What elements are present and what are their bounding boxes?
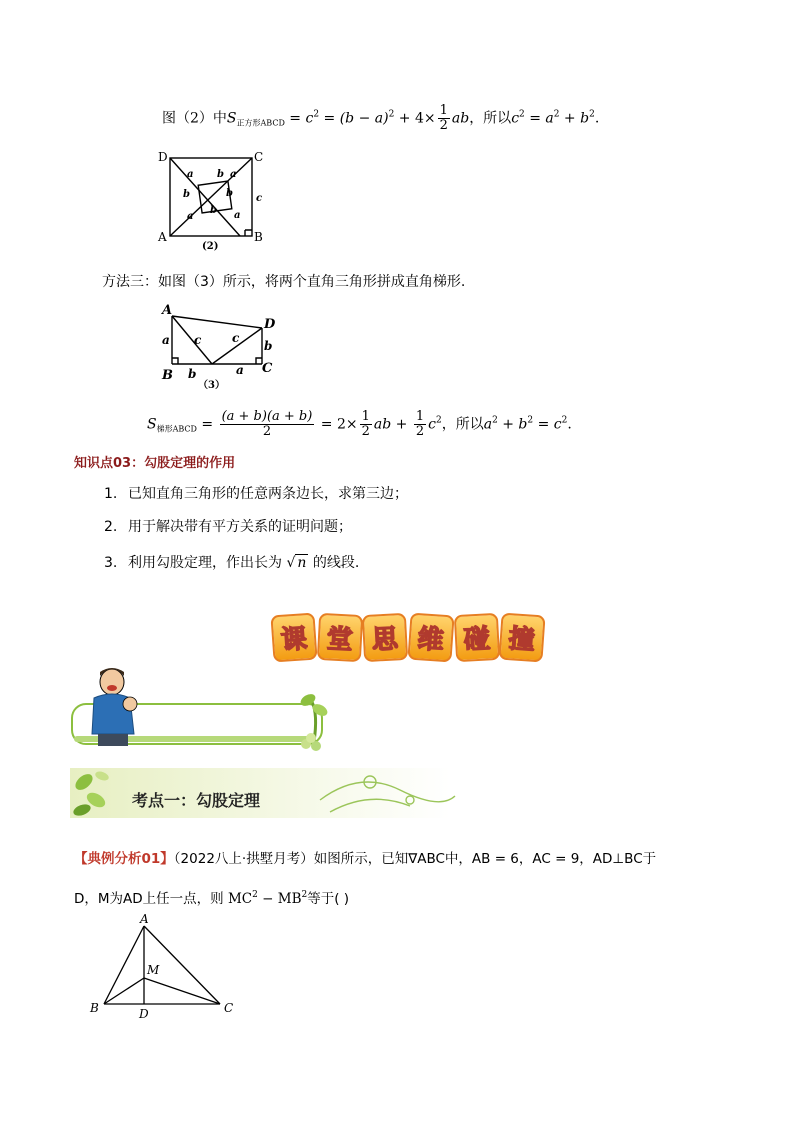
exponent: 2 (388, 109, 395, 120)
figure-3-caption: （3） (198, 380, 225, 391)
side-b-1: b (217, 169, 224, 180)
example-triangle-figure (86, 912, 246, 1022)
mascot-frame (68, 664, 338, 754)
banner-tile (499, 613, 546, 663)
method3-text: 方法三：如图（3）所示，将两个直角三角形拼成直角梯形. (102, 274, 466, 290)
fraction-den: 2 (262, 424, 272, 439)
side-a-1: a (187, 169, 194, 180)
formula-part: + b (497, 416, 528, 433)
formula-part: + b (559, 110, 590, 127)
hyp-1 (172, 316, 212, 364)
knowledge-item-1 (104, 484, 408, 504)
method2-prefix: 图（2）中 (162, 110, 227, 127)
side-AD (172, 316, 262, 328)
item-text: 已知直角三角形的任意两条边长，求第三边； (128, 486, 408, 502)
classroom-banner (272, 614, 544, 660)
example-tag: 【典例分析01】 (74, 851, 174, 867)
label-C-ex: C (224, 1001, 234, 1015)
side-a-4: a (187, 211, 194, 222)
area-subscript-3: 梯形ABCD (156, 424, 197, 434)
example-expression (228, 891, 307, 907)
formula-part: + 4× (394, 110, 436, 127)
side-b-3: b (226, 188, 233, 199)
figure-2-caption: (2) (202, 241, 219, 252)
banner-tile (316, 613, 362, 662)
fraction-den: 2 (361, 424, 370, 439)
label-C: C (254, 150, 264, 164)
fraction-num: 1 (415, 409, 425, 424)
label-A3: A (162, 303, 173, 318)
area-symbol: S (226, 110, 237, 127)
item-number: 2. (104, 519, 118, 535)
banner-char: 维 (416, 624, 445, 656)
formula-part: ab (451, 110, 470, 127)
exam-point-title: 考点一：勾股定理 (132, 791, 261, 810)
banner-char: 撞 (507, 624, 537, 656)
exponent: 2 (301, 890, 308, 900)
banner-tile (362, 613, 408, 662)
side-c: c (256, 193, 263, 204)
side-a-3: a (234, 210, 241, 221)
mascot-icon (92, 668, 137, 746)
side-b-4: b (210, 205, 217, 216)
formula-part: ab + (373, 416, 412, 433)
side-c3-2: c (232, 331, 240, 345)
formula-part: c (511, 110, 520, 127)
label-D: D (158, 150, 168, 164)
formula-part: = c (533, 416, 562, 433)
exponent: 2 (519, 109, 525, 120)
figure-2-square (150, 145, 280, 253)
exponent: 2 (527, 415, 534, 426)
area-subscript: 正方形ABCD (236, 118, 285, 128)
example-line-1 (74, 844, 734, 874)
segment-MC (144, 978, 220, 1004)
banner-tile (407, 613, 454, 663)
formula-part: . (594, 110, 600, 127)
right-angle-B (172, 358, 178, 364)
side-a-2: a (230, 169, 237, 180)
area-symbol-3: S (147, 416, 157, 433)
label-D-ex: D (139, 1007, 149, 1021)
banner-char: 思 (371, 624, 400, 656)
label-C3: C (262, 361, 273, 376)
side-b-2: b (183, 189, 190, 200)
item-text: 利用勾股定理，作出长为 (128, 555, 282, 571)
expr-mb: − MB (257, 891, 302, 907)
label-A-ex: A (140, 912, 149, 926)
exponent: 2 (561, 415, 568, 426)
sqrt-radicand: n (297, 555, 307, 571)
side-AB (104, 926, 144, 1004)
example-text-2: D，M为AD上任一点，则 (74, 891, 224, 907)
exponent: 2 (313, 109, 320, 120)
sqrt-n: √ n (286, 555, 307, 571)
formula3 (147, 410, 572, 440)
label-B-ex: B (90, 1001, 99, 1015)
exponent: 2 (435, 415, 442, 426)
fraction-den: 2 (415, 424, 425, 439)
exponent: 2 (252, 890, 258, 900)
formula-part: = a (524, 110, 554, 127)
example-text-3: 等于( ) (307, 891, 350, 907)
item-text: 的线段. (312, 555, 360, 571)
knowledge-item-2 (104, 517, 352, 537)
exponent: 2 (492, 415, 498, 426)
banner-char: 碰 (462, 624, 491, 656)
method2-formula (162, 104, 599, 134)
banner-char: 堂 (325, 624, 354, 656)
side-c3-1: c (194, 333, 202, 347)
exponent: 2 (553, 109, 560, 120)
fraction-half-1 (360, 410, 372, 439)
exam-point-header (70, 760, 460, 824)
item-text: 用于解决带有平方关系的证明问题； (128, 519, 352, 535)
side-b3-2: b (188, 367, 197, 381)
fraction-num: 1 (361, 409, 370, 424)
exam-point-background (70, 760, 460, 824)
banner-char: 课 (279, 624, 309, 656)
example-text-1: （2022八上·拱墅月考）如图所示，已知∇ABC中，AB = 6，AC = 9，AD⊥BC于 (173, 851, 657, 867)
example-line-2 (74, 880, 349, 914)
fraction-half-2 (414, 410, 426, 439)
item-number: 3. (104, 555, 118, 571)
label-B: B (254, 230, 263, 244)
formula-part: = 2× (316, 416, 358, 433)
formula-part: . (567, 416, 572, 433)
banner-tile (270, 613, 317, 663)
formula-part: ，所以 (441, 416, 484, 433)
sprout-icon (299, 692, 330, 751)
fraction-num: 1 (439, 103, 448, 118)
formula-part: c (428, 416, 436, 433)
knowledge-point-title: 知识点03：勾股定理的作用 (74, 456, 236, 471)
figure-3-trapezoid (158, 300, 288, 392)
formula-part: = (196, 416, 218, 433)
label-A: A (158, 230, 167, 244)
label-B3: B (162, 368, 173, 383)
fraction-ab (220, 410, 315, 439)
fraction-num: (a + b)(a + b) (221, 409, 313, 424)
side-a3-2: a (236, 363, 244, 377)
fraction-den: 2 (439, 118, 448, 133)
formula-part: = c (284, 110, 314, 127)
side-a3-1: a (162, 333, 170, 347)
exponent: 2 (589, 109, 595, 120)
item-number: 1. (104, 486, 118, 502)
formula-part: a (483, 416, 493, 433)
formula-part: ，所以 (469, 110, 512, 127)
expr-mc: MC (227, 891, 253, 907)
label-D3: D (264, 317, 276, 332)
side-b3-1: b (264, 339, 273, 353)
label-M-ex: M (147, 963, 160, 977)
fraction-half (438, 104, 450, 133)
knowledge-item-3 (104, 553, 359, 573)
right-angle-mark (245, 230, 252, 236)
banner-tile (453, 613, 499, 662)
formula-part: = (b − a) (319, 110, 389, 127)
